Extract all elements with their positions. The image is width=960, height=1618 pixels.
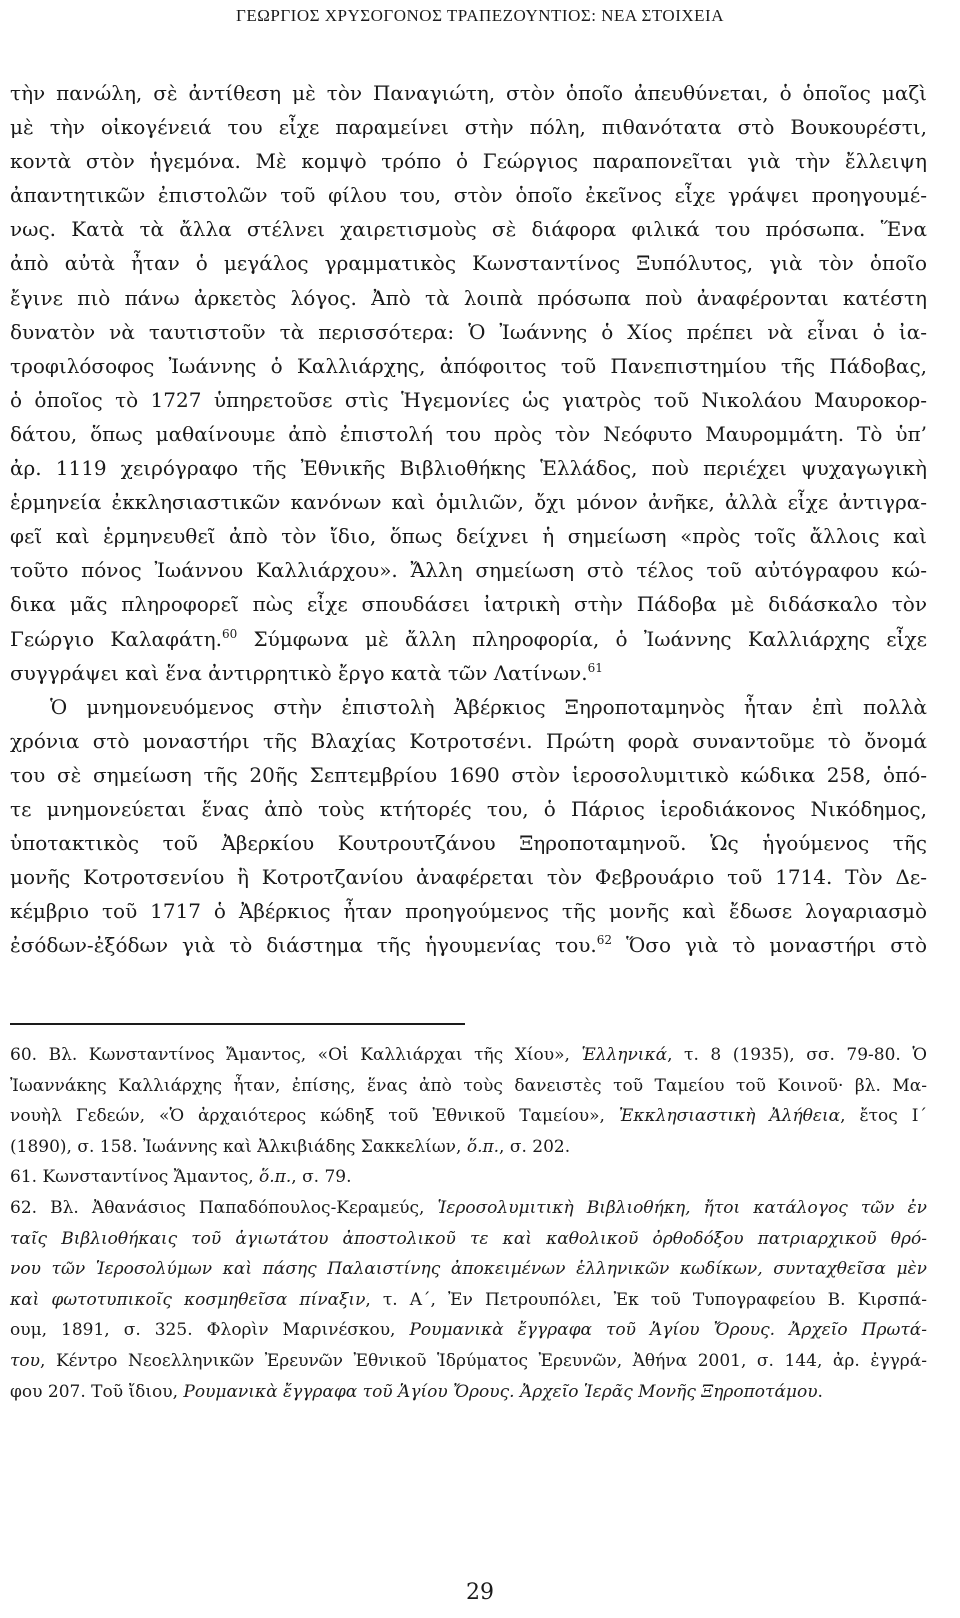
italic-title: Ρουμανικὰ ἔγγραφα τοῦ Ἁγίου Ὄρους. Ἀρχεῖο Ἱερᾶς Μονῆς Ξηροποτάμου: [183, 1381, 818, 1402]
text-segment: , Κέντρο Νεοελληνικῶν Ἐρευνῶν Ἐθνικοῦ Ἱδρύματος Ἐρευνῶν, Ἀθήνα 2001, σ. 144, ἀρ. ἐγγρά-: [39, 1350, 927, 1371]
text-line: Ὁ μνημονευόμενος στὴν ἐπιστολὴ Ἀβέρκιος Ξηροποταμηνὸς ἦταν ἐπὶ πολλὰ: [50, 694, 927, 719]
text-segment: Σύμφωνα μὲ ἄλλη πληροφορία, ὁ Ἰωάννης Καλλιάρχης εἶχε: [237, 626, 927, 651]
text-line: ὑποτακτικὸς τοῦ Ἀβερκίου Κουτρουτζάνου Ξηροποταμηνοῦ. Ὡς ἡγούμενος τῆς: [10, 831, 927, 856]
text-line: δικα μᾶς πληροφορεῖ πὼς εἶχε σπουδάσει ἰατρικὴ στὴν Πάδοβα μὲ διδάσκαλο τὸν: [10, 592, 927, 617]
text-line: νως. Κατὰ τὰ ἄλλα στέλνει χαιρετισμοὺς σὲ διάφορα φιλικά του πρόσωπα. Ἕνα: [10, 217, 927, 242]
footnote-line: [10, 1040, 927, 1071]
body-text: [10, 76, 927, 962]
footnote-line: [10, 1346, 927, 1377]
text-segment: , τ. 8 (1935), σσ. 79-80. Ὁ: [667, 1045, 927, 1065]
italic-title: Ἐκκλησιαστικὴ Ἀλήθεια: [618, 1106, 841, 1127]
text-line: [10, 656, 927, 690]
italic-title: Ἑλληνικά: [581, 1045, 668, 1065]
text-segment: 61. Κωνσταντίνος Ἄμαντος,: [10, 1167, 260, 1188]
text-segment: Γεώργιο Καλαφάτη.: [10, 626, 222, 651]
text-segment: φου 207. Τοῦ ἴδιου,: [10, 1381, 184, 1402]
text-line: φεῖ καὶ ἑρμηνευθεῖ ἀπὸ τὸν ἴδιο, ὅπως δείχνει ἡ σημείωση «πρὸς τοῖς ἄλλοις καὶ: [10, 524, 927, 549]
text-line: κέμβριο τοῦ 1717 ὁ Ἀβέρκιος ἦταν προηγούμενος τῆς μονῆς καὶ ἔδωσε λογαριασμὸ: [10, 899, 927, 924]
italic-title: νου τῶν Ἱεροσολύμων καὶ πάσης Παλαιστίνης ἀποκειμένων ἑλληνικῶν κωδίκων, συνταχθεῖσα μὲν: [10, 1259, 927, 1280]
italic-title: ταῖς Βιβλιοθήκαις τοῦ ἁγιωτάτου ἀποστολικοῦ τε καὶ καθολικοῦ ὀρθοδόξου πατριαρχικοῦ θρό-: [10, 1228, 927, 1249]
footnote-line: [10, 1285, 927, 1316]
footnote-line: [10, 1224, 927, 1255]
footnote-ref-62[interactable]: 62: [596, 933, 613, 948]
footnote-ref-60[interactable]: 60: [221, 626, 238, 641]
text-line: ἀρ. 1119 χειρόγραφο τῆς Ἐθνικῆς Βιβλιοθήκης Ἑλλάδος, ποὺ περιέχει ψυχαγωγικὴ: [10, 456, 927, 481]
text-segment: συγγράψει καὶ ἕνα ἀντιρρητικὸ ἔργο κατὰ τῶν Λατίνων.: [10, 660, 588, 685]
text-line: μὲ τὴν οἰκογένειά του εἶχε παραμείνει στὴν πόλη, πιθανότατα στὸ Βουκουρέστι,: [10, 115, 927, 140]
text-segment: 60. Βλ. Κωνσταντίνος Ἄμαντος, «Οἱ Καλλιάρχαι τῆς Χίου»,: [10, 1045, 582, 1065]
text-line: ἑρμηνεία ἐκκλησιαστικῶν κανόνων καὶ ὁμιλιῶν, ὄχι μόνον ἀνῆκε, ἀλλὰ εἶχε ἀντιγρα-: [10, 490, 927, 515]
footnote-line: Ἰωαννάκης Καλλιάρχης ἦταν, ἐπίσης, ἕνας ἀπὸ τοὺς δανειστὲς τοῦ Ταμείου τοῦ Κοινοῦ· βλ. Μα-: [10, 1075, 927, 1096]
text-segment: , σ. 79.: [291, 1167, 352, 1188]
footnote-rule: [10, 1023, 465, 1025]
text-segment: , ἔτος Ι´: [840, 1106, 927, 1127]
text-line: [10, 622, 927, 656]
footnote-line: [10, 1162, 927, 1193]
text-line: χρόνια στὸ μοναστήρι τῆς Βλαχίας Κοτροτσένι. Πρώτη φορὰ συναντοῦμε τὸ ὄνομά: [10, 728, 927, 753]
text-segment: ἐσόδων-ἐξόδων γιὰ τὸ διάστημα τῆς ἡγουμενίας του.: [10, 933, 597, 958]
text-line: του σὲ σημείωση τῆς 20ῆς Σεπτεμβρίου 1690 στὸν ἱεροσολυμιτικὸ κώδικα 258, ὁπό-: [10, 762, 927, 787]
footnote-ref-61[interactable]: 61: [587, 660, 603, 675]
text-segment: , τ. Α´, Ἐν Πετρουπόλει, Ἐκ τοῦ Τυπογραφείου Β. Κιρσπά-: [365, 1289, 927, 1310]
text-line: ἀπαντητικῶν ἐπιστολῶν τοῦ φίλου του, στὸν ὁποῖο ἐκεῖνος εἶχε γράψει προηγουμέ-: [10, 183, 927, 208]
text-segment: Ὅσο γιὰ τὸ μοναστήρι στὸ: [612, 933, 927, 958]
footnote-line: [10, 1254, 927, 1285]
text-line: ὁ ὁποῖος τὸ 1727 ὑπηρετοῦσε στὶς Ἡγεμονίες ὡς γιατρὸς τοῦ Νικολάου Μαυροκορ-: [10, 387, 927, 412]
italic-abbrev: ὅ.π.: [466, 1136, 500, 1157]
italic-abbrev: ὅ.π.: [259, 1167, 292, 1188]
italic-title: καὶ φωτοτυπικοῖς κοσμηθεῖσα πίναξιν: [10, 1289, 366, 1310]
text-line: δυνατὸν νὰ ταυτιστοῦν τὰ περισσότερα: Ὁ Ἰωάννης ὁ Χίος πρέπει νὰ εἶναι ὁ ἰα-: [10, 319, 927, 344]
italic-title: Ρουμανικὰ ἔγγραφα τοῦ Ἁγίου Ὄρους. Ἀρχεῖο Πρωτά-: [409, 1320, 927, 1341]
text-line: τοῦτο πόνος Ἰωάννου Καλλιάρχου». Ἄλλη σημείωση στὸ τέλος τοῦ αὐτόγραφου κώ-: [10, 558, 927, 583]
text-line: τε μνημονεύεται ἕνας ἀπὸ τοὺς κτήτορές του, ὁ Πάριος ἱεροδιάκονος Νικόδημος,: [10, 796, 927, 821]
text-line: δάτου, ὅπως μαθαίνουμε ἀπὸ ἐπιστολή του πρὸς τὸν Νεόφυτο Μαυρομμάτη. Τὸ ὑπ’: [10, 421, 927, 446]
italic-title: Ἱεροσολυμιτικὴ Βιβλιοθήκη, ἤτοι κατάλογος τῶν ἐν: [437, 1197, 927, 1218]
text-segment: νουὴλ Γεδεών, «Ὁ ἀρχαιότερος κώδηξ τοῦ Ἐθνικοῦ Ταμείου»,: [10, 1106, 619, 1127]
text-line: [10, 928, 927, 962]
running-head: ΓΕΩΡΓΙΟΣ ΧΡΥΣΟΓΟΝΟΣ ΤΡΑΠΕΖΟΥΝΤΙΟΣ: ΝΕΑ ΣΤΟΙΧΕΙΑ: [236, 6, 724, 25]
italic-title: του: [10, 1350, 40, 1371]
footnote-line: [10, 1193, 927, 1224]
text-line: ἔγινε πιὸ πάνω ἀρκετὸς λόγος. Ἀπὸ τὰ λοιπὰ πρόσωπα ποὺ ἀναφέρονται κατέστη: [10, 285, 927, 310]
footnote-line: [10, 1132, 927, 1163]
page-number: 29: [466, 1580, 494, 1605]
footnotes: [10, 1040, 927, 1407]
text-segment: 62. Βλ. Ἀθανάσιος Παπαδόπουλος-Κεραμεύς,: [10, 1197, 438, 1218]
text-segment: ουμ, 1891, σ. 325. Φλορὶν Μαρινέσκου,: [10, 1320, 410, 1341]
text-segment: .: [817, 1381, 823, 1402]
text-line: τροφιλόσοφος Ἰωάννης ὁ Καλλιάρχης, ἀπόφοιτος τοῦ Πανεπιστημίου τῆς Πάδοβας,: [10, 353, 927, 378]
footnote-line: [10, 1101, 927, 1132]
text-line: μονῆς Κοτροτσενίου ἢ Κοτροτζανίου ἀναφέρεται τὸν Φεβρουάριο τοῦ 1714. Τὸν Δε-: [10, 865, 927, 890]
text-line: κοντὰ στὸν ἡγεμόνα. Μὲ κομψὸ τρόπο ὁ Γεώργιος παραπονεῖται γιὰ τὴν ἔλλειψη: [10, 149, 927, 174]
text-segment: , σ. 202.: [499, 1136, 571, 1157]
text-line: τὴν πανώλη, σὲ ἀντίθεση μὲ τὸν Παναγιώτη, στὸν ὁποῖο ἀπευθύνεται, ὁ ὁποῖος μαζὶ: [10, 81, 927, 105]
text-line: ἀπὸ αὐτὰ ἦταν ὁ μεγάλος γραμματικὸς Κωνσταντίνος Ξυπόλυτος, γιὰ τὸν ὁποῖο: [10, 251, 927, 276]
footnote-line: [10, 1377, 927, 1408]
text-segment: (1890), σ. 158. Ἰωάννης καὶ Ἀλκιβιάδης Σακκελίων,: [10, 1136, 467, 1157]
footnote-line: [10, 1315, 927, 1346]
